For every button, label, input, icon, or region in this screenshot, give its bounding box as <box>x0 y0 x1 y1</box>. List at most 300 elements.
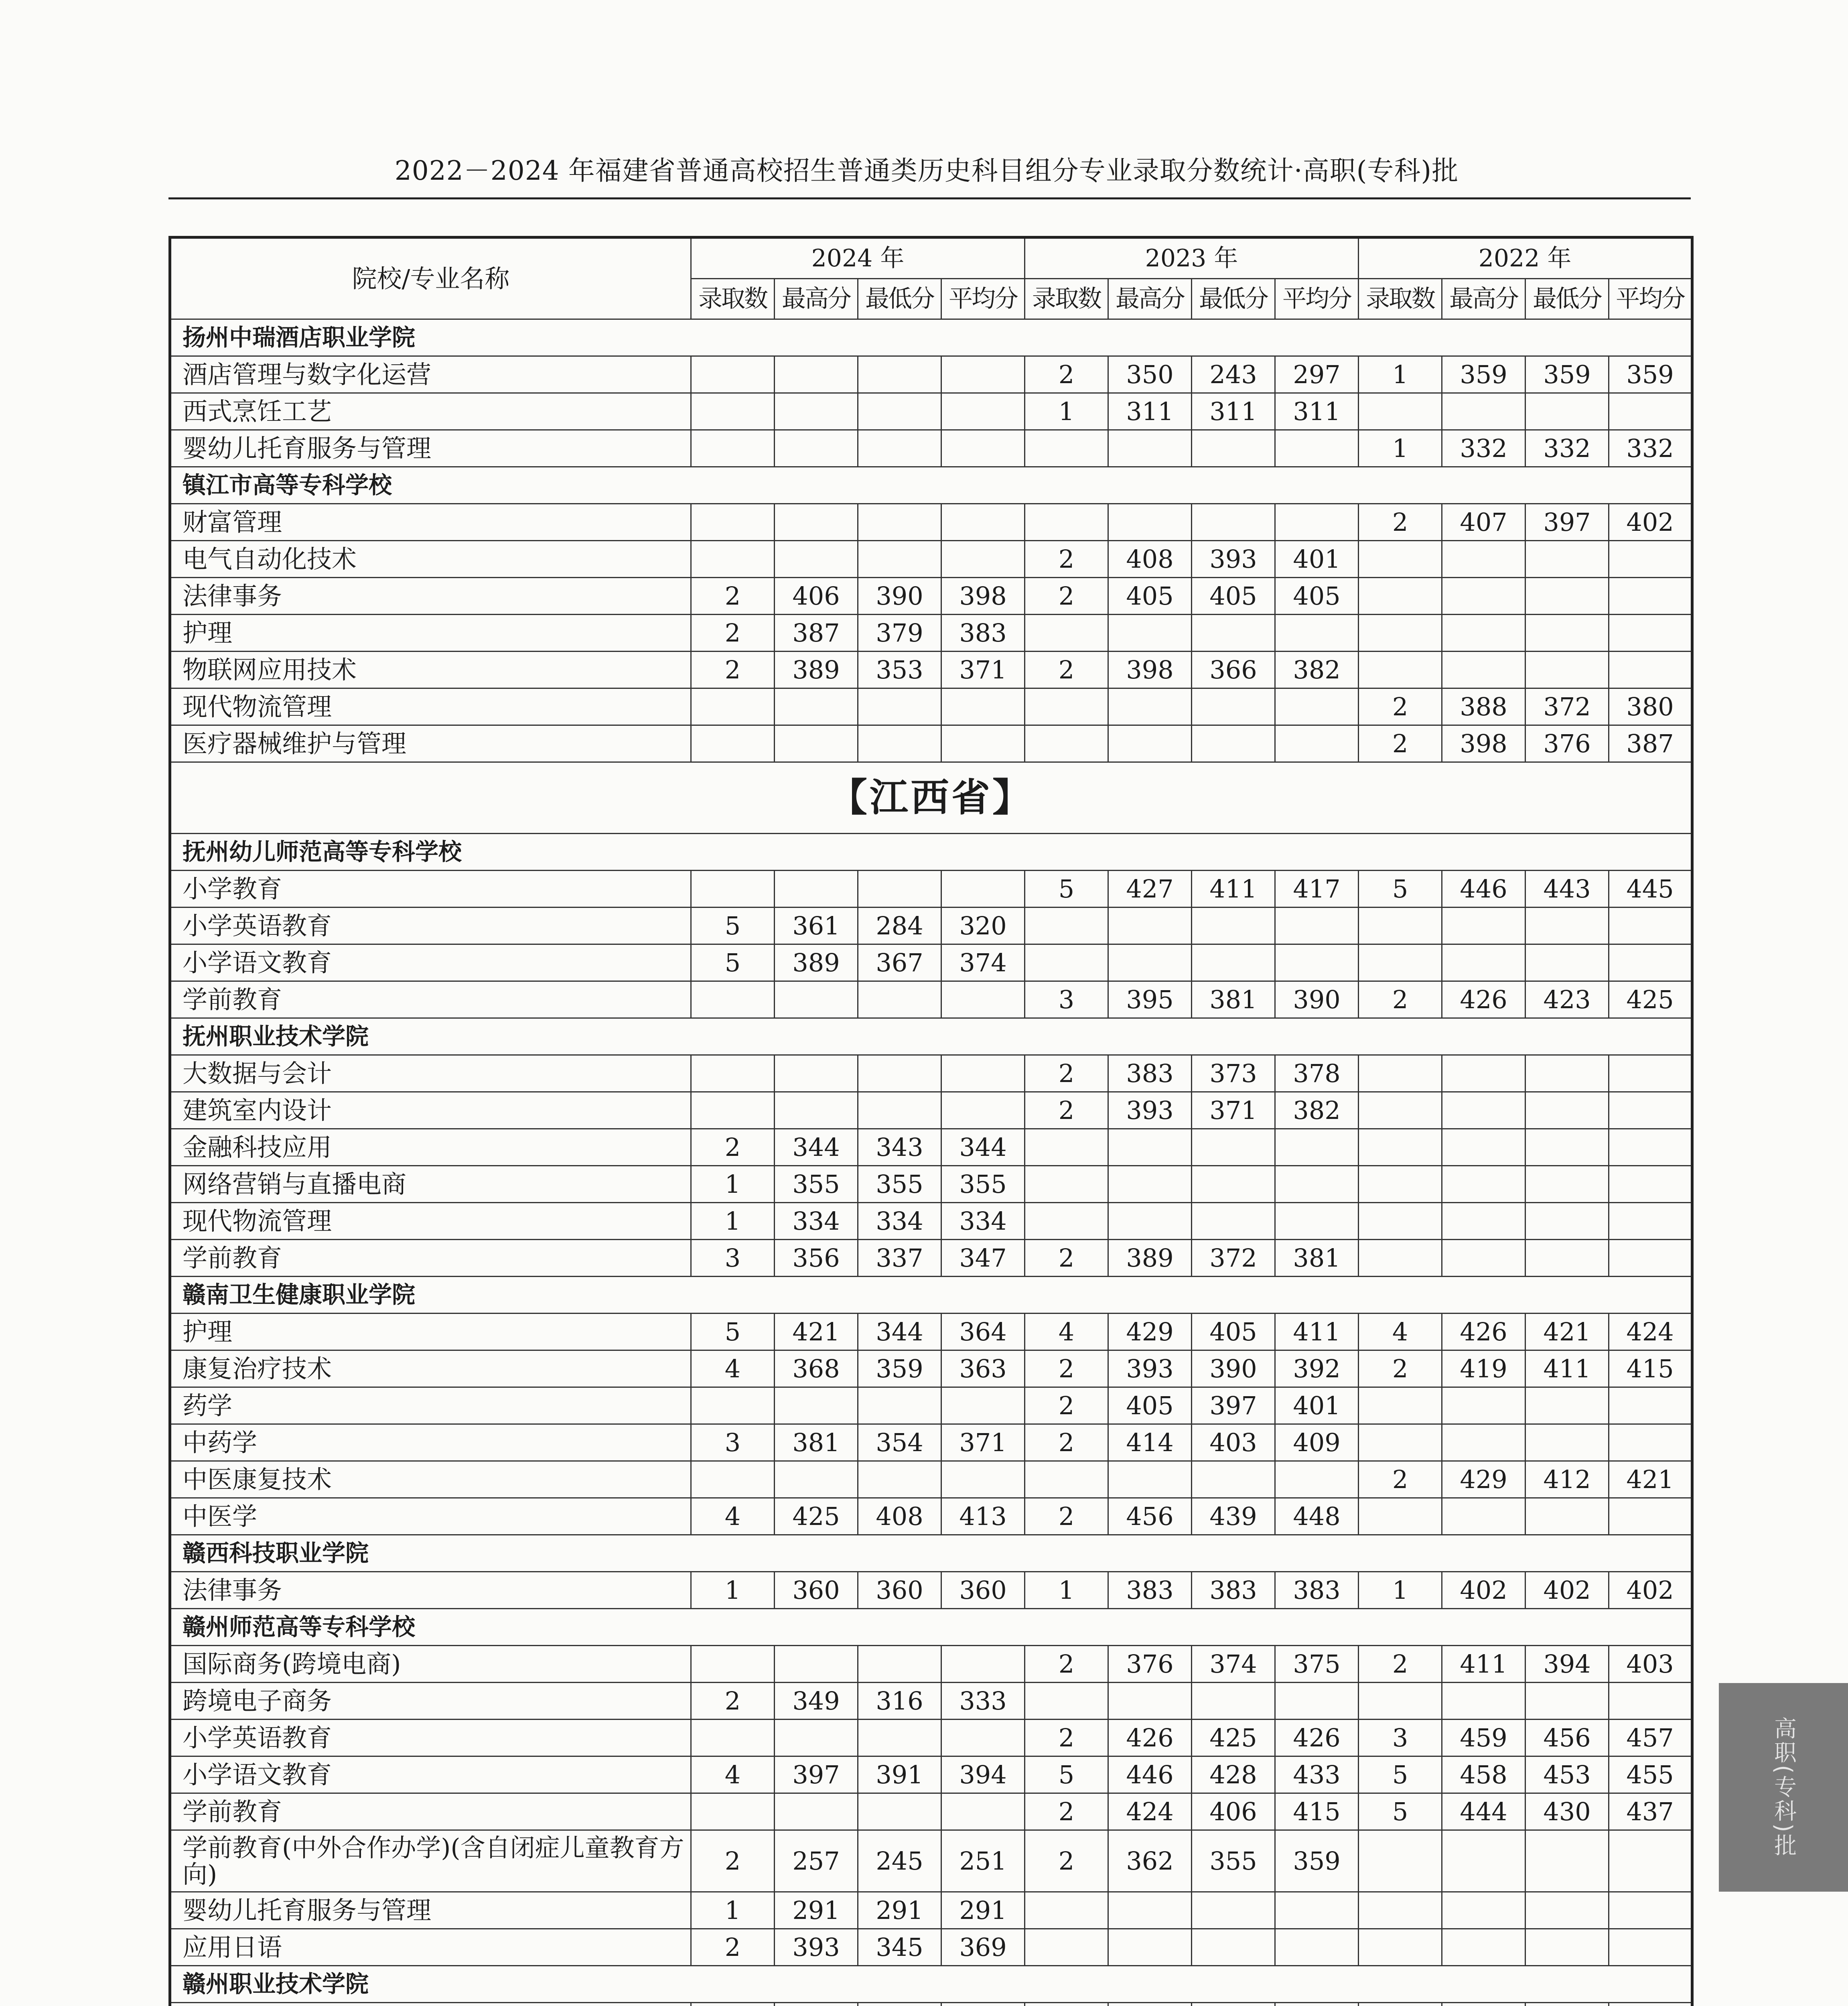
score-cell <box>1442 1424 1525 1461</box>
score-cell: 415 <box>1609 1350 1692 1387</box>
score-cell: 4 <box>691 1756 775 1793</box>
table-row <box>170 652 1692 688</box>
score-cell <box>1525 652 1609 688</box>
score-cell: 378 <box>1275 1055 1359 1092</box>
score-cell: 332 <box>1525 430 1609 467</box>
score-cell: 354 <box>858 1424 941 1461</box>
score-cell: 366 <box>1192 652 1275 688</box>
major-name: 物联网应用技术 <box>170 652 691 688</box>
score-cell: 409 <box>1275 1424 1359 1461</box>
score-cell <box>1192 944 1275 981</box>
major-name: 学前教育 <box>170 1793 691 1830</box>
score-cell <box>775 1646 858 1683</box>
score-cell <box>1192 1683 1275 1720</box>
subcolumn-header: 录取数 <box>1359 279 1442 319</box>
score-cell: 401 <box>1275 1387 1359 1424</box>
score-cell <box>775 688 858 725</box>
score-cell: 394 <box>941 1756 1025 1793</box>
score-cell <box>1359 1166 1442 1203</box>
major-name <box>170 2003 691 2006</box>
score-cell: 393 <box>1108 1092 1192 1129</box>
major-name: 金融科技应用 <box>170 1129 691 1166</box>
table-row <box>170 1756 1692 1793</box>
school-name: 抚州幼儿师范高等专科学校 <box>170 834 1692 871</box>
score-cell <box>1359 1387 1442 1424</box>
major-name: 应用日语 <box>170 1929 691 1966</box>
score-cell <box>1442 652 1525 688</box>
score-cell <box>1275 908 1359 944</box>
score-cell: 4 <box>691 1350 775 1387</box>
score-cell: 398 <box>1108 652 1192 688</box>
table-body <box>170 319 1692 2006</box>
school-name: 抚州职业技术学院 <box>170 1018 1692 1055</box>
score-cell: 411 <box>1275 1314 1359 1350</box>
score-cell: 398 <box>1442 725 1525 762</box>
score-cell <box>1275 615 1359 652</box>
major-name: 跨境电子商务 <box>170 1683 691 1720</box>
score-cell <box>941 2003 1025 2006</box>
province-heading: 【江西省】 <box>170 762 1692 834</box>
score-cell: 5 <box>1025 871 1108 908</box>
table-row <box>170 2003 1692 2006</box>
score-cell <box>941 504 1025 541</box>
table-row <box>170 1720 1692 1756</box>
score-cell: 392 <box>1275 1350 1359 1387</box>
score-cell <box>1359 1498 1442 1535</box>
table-row <box>170 615 1692 652</box>
score-cell: 2 <box>691 578 775 615</box>
score-cell <box>1192 1929 1275 1966</box>
score-cell <box>775 430 858 467</box>
score-cell: 2 <box>691 1683 775 1720</box>
score-cell: 394 <box>1525 1646 1609 1683</box>
score-cell: 381 <box>1275 1240 1359 1277</box>
score-cell: 2 <box>1025 1720 1108 1756</box>
score-cell <box>1442 1683 1525 1720</box>
score-cell: 257 <box>775 1830 858 1892</box>
score-cell: 355 <box>941 1166 1025 1203</box>
score-cell <box>1609 2003 1692 2006</box>
score-cell <box>941 1720 1025 1756</box>
score-cell <box>1442 541 1525 578</box>
score-cell <box>775 2003 858 2006</box>
score-cell: 429 <box>1108 1314 1192 1350</box>
score-cell <box>1442 944 1525 981</box>
score-cell: 3 <box>691 1424 775 1461</box>
subcolumn-header: 最高分 <box>1442 279 1525 319</box>
table-row <box>170 981 1692 1018</box>
score-cell: 355 <box>1192 1830 1275 1892</box>
score-cell: 426 <box>1275 1720 1359 1756</box>
score-cell: 383 <box>1108 1572 1192 1609</box>
school-name: 赣西科技职业学院 <box>170 1535 1692 1572</box>
score-cell: 427 <box>1108 871 1192 908</box>
header-divider <box>168 197 1691 199</box>
score-cell: 349 <box>775 1683 858 1720</box>
table-row <box>170 1314 1692 1350</box>
subcolumn-header: 最高分 <box>1108 279 1192 319</box>
major-name: 国际商务(跨境电商) <box>170 1646 691 1683</box>
score-cell <box>1025 504 1108 541</box>
score-cell <box>1025 1929 1108 1966</box>
score-cell: 381 <box>1192 981 1275 1018</box>
score-cell: 421 <box>1525 1314 1609 1350</box>
score-cell: 2 <box>1025 578 1108 615</box>
score-cell <box>1025 1129 1108 1166</box>
score-cell: 433 <box>1275 1756 1359 1793</box>
score-cell: 453 <box>1525 1756 1609 1793</box>
score-cell <box>858 2003 941 2006</box>
score-cell: 360 <box>858 1572 941 1609</box>
score-cell: 405 <box>1108 578 1192 615</box>
score-cell: 419 <box>1442 1350 1525 1387</box>
score-cell <box>1359 1055 1442 1092</box>
subcolumn-header: 最低分 <box>858 279 941 319</box>
score-cell <box>691 1646 775 1683</box>
table-row <box>170 578 1692 615</box>
table-row <box>170 1166 1692 1203</box>
score-cell: 402 <box>1442 1572 1525 1609</box>
score-cell <box>1525 1092 1609 1129</box>
major-name: 中医学 <box>170 1498 691 1535</box>
score-cell: 368 <box>775 1350 858 1387</box>
score-cell <box>941 356 1025 393</box>
score-cell: 2 <box>1359 981 1442 1018</box>
score-cell <box>1192 2003 1275 2006</box>
score-cell <box>1359 1092 1442 1129</box>
score-cell: 4 <box>1359 1314 1442 1350</box>
major-name: 小学英语教育 <box>170 1720 691 1756</box>
score-cell: 395 <box>1108 981 1192 1018</box>
subcolumn-header: 平均分 <box>941 279 1025 319</box>
score-cell <box>1359 393 1442 430</box>
score-cell: 2 <box>1025 541 1108 578</box>
score-cell <box>941 541 1025 578</box>
score-cell: 5 <box>1359 871 1442 908</box>
score-cell <box>1442 1166 1525 1203</box>
score-cell: 4 <box>691 1498 775 1535</box>
table-row <box>170 1387 1692 1424</box>
major-name: 小学语文教育 <box>170 1756 691 1793</box>
score-cell <box>1609 1387 1692 1424</box>
table-row <box>170 1892 1692 1929</box>
score-cell <box>1275 2003 1359 2006</box>
score-cell: 5 <box>1025 1756 1108 1793</box>
score-cell <box>1525 1055 1609 1092</box>
major-name: 护理 <box>170 615 691 652</box>
score-cell: 446 <box>1442 871 1525 908</box>
score-cell <box>1525 908 1609 944</box>
table-row <box>170 1929 1692 1966</box>
table-row <box>170 1240 1692 1277</box>
school-name: 赣州师范高等专科学校 <box>170 1609 1692 1646</box>
major-name: 婴幼儿托育服务与管理 <box>170 430 691 467</box>
score-cell <box>1442 1929 1525 1966</box>
major-name: 现代物流管理 <box>170 1203 691 1240</box>
score-cell: 2 <box>1025 652 1108 688</box>
score-cell <box>1442 908 1525 944</box>
score-cell: 397 <box>1525 504 1609 541</box>
score-cell: 382 <box>1275 1092 1359 1129</box>
major-name: 大数据与会计 <box>170 1055 691 1092</box>
score-cell: 411 <box>1525 1350 1609 1387</box>
score-cell: 2 <box>1025 1240 1108 1277</box>
score-cell <box>1442 578 1525 615</box>
score-cell <box>1108 1461 1192 1498</box>
score-cell <box>1525 1424 1609 1461</box>
score-cell: 3 <box>1025 981 1108 1018</box>
score-cell <box>1525 1830 1609 1892</box>
score-cell <box>1609 1929 1692 1966</box>
province-row <box>170 762 1692 834</box>
score-cell <box>1192 725 1275 762</box>
score-cell <box>1108 1683 1192 1720</box>
school-name: 赣州职业技术学院 <box>170 1966 1692 2003</box>
score-cell: 383 <box>1192 1572 1275 1609</box>
score-cell: 334 <box>858 1203 941 1240</box>
score-cell <box>1025 430 1108 467</box>
table-row <box>170 1572 1692 1609</box>
score-cell: 2 <box>691 615 775 652</box>
score-cell: 402 <box>1525 1572 1609 1609</box>
score-cell: 2 <box>1359 1350 1442 1387</box>
score-cell: 337 <box>858 1240 941 1277</box>
year-header-row <box>170 238 1692 279</box>
major-name: 小学语文教育 <box>170 944 691 981</box>
score-cell <box>858 1387 941 1424</box>
score-cell <box>1609 944 1692 981</box>
score-cell: 407 <box>1442 504 1525 541</box>
score-cell <box>691 430 775 467</box>
score-cell: 423 <box>1525 981 1609 1018</box>
score-cell: 445 <box>1609 871 1692 908</box>
score-cell <box>1108 688 1192 725</box>
score-cell: 426 <box>1108 1720 1192 1756</box>
score-cell: 2 <box>1025 1646 1108 1683</box>
school-row <box>170 1535 1692 1572</box>
subcolumn-header: 平均分 <box>1609 279 1692 319</box>
score-cell: 291 <box>775 1892 858 1929</box>
score-cell: 375 <box>1275 1646 1359 1683</box>
score-cell <box>1359 541 1442 578</box>
major-name: 法律事务 <box>170 578 691 615</box>
score-cell: 359 <box>1275 1830 1359 1892</box>
score-cell <box>1609 615 1692 652</box>
score-cell <box>691 981 775 1018</box>
score-cell <box>858 871 941 908</box>
score-cell: 411 <box>1192 871 1275 908</box>
score-cell: 455 <box>1609 1756 1692 1793</box>
score-cell: 5 <box>691 1314 775 1350</box>
score-cell <box>941 1646 1025 1683</box>
score-cell: 334 <box>775 1203 858 1240</box>
score-cell: 2 <box>1025 1830 1108 1892</box>
score-cell <box>1025 1461 1108 1498</box>
major-name: 医疗器械维护与管理 <box>170 725 691 762</box>
table-row <box>170 1092 1692 1129</box>
column-header-name: 院校/专业名称 <box>170 238 691 319</box>
score-cell: 408 <box>1108 541 1192 578</box>
score-cell: 421 <box>1609 1461 1692 1498</box>
admission-score-table <box>168 236 1694 2006</box>
table-row <box>170 393 1692 430</box>
score-cell: 1 <box>691 1203 775 1240</box>
score-cell <box>1609 1240 1692 1277</box>
score-cell <box>1442 1092 1525 1129</box>
score-cell: 405 <box>1192 578 1275 615</box>
score-cell <box>1108 1929 1192 1966</box>
table-row <box>170 871 1692 908</box>
score-cell: 372 <box>1525 688 1609 725</box>
score-cell: 421 <box>775 1314 858 1350</box>
score-cell: 390 <box>1192 1350 1275 1387</box>
school-name: 赣南卫生健康职业学院 <box>170 1277 1692 1314</box>
score-cell: 347 <box>941 1240 1025 1277</box>
school-row <box>170 1966 1692 2003</box>
major-name: 电气自动化技术 <box>170 541 691 578</box>
score-cell <box>775 981 858 1018</box>
score-cell: 320 <box>941 908 1025 944</box>
score-cell <box>691 1793 775 1830</box>
school-row <box>170 1609 1692 1646</box>
score-cell: 372 <box>1192 1240 1275 1277</box>
table-row <box>170 688 1692 725</box>
side-tab-label: 高职(专科)批 <box>1771 1717 1797 1858</box>
score-cell <box>1108 1203 1192 1240</box>
score-cell <box>1525 1129 1609 1166</box>
table-row <box>170 504 1692 541</box>
school-row <box>170 319 1692 356</box>
table-row <box>170 1424 1692 1461</box>
score-cell: 380 <box>1609 688 1692 725</box>
score-cell: 363 <box>941 1350 1025 1387</box>
table-row <box>170 430 1692 467</box>
table-header <box>170 238 1692 319</box>
score-cell: 2 <box>1359 504 1442 541</box>
score-cell: 374 <box>1192 1646 1275 1683</box>
score-cell <box>941 1055 1025 1092</box>
score-cell: 403 <box>1192 1424 1275 1461</box>
score-cell: 405 <box>1275 578 1359 615</box>
major-name: 学前教育 <box>170 981 691 1018</box>
score-cell: 393 <box>1192 541 1275 578</box>
school-name: 镇江市高等专科学校 <box>170 467 1692 504</box>
score-cell <box>858 981 941 1018</box>
score-cell <box>1275 1129 1359 1166</box>
score-cell: 381 <box>775 1424 858 1461</box>
score-cell: 5 <box>691 944 775 981</box>
score-cell <box>1275 1892 1359 1929</box>
table-row <box>170 1793 1692 1830</box>
score-cell: 291 <box>941 1892 1025 1929</box>
score-cell <box>1609 1203 1692 1240</box>
score-cell: 5 <box>1359 1793 1442 1830</box>
score-cell <box>775 725 858 762</box>
score-cell <box>1275 1461 1359 1498</box>
score-cell <box>858 1646 941 1683</box>
score-cell: 1 <box>1025 1572 1108 1609</box>
major-name: 建筑室内设计 <box>170 1092 691 1129</box>
major-name: 学前教育 <box>170 1240 691 1277</box>
score-cell: 1 <box>691 1572 775 1609</box>
score-cell <box>1442 1203 1525 1240</box>
score-cell: 356 <box>775 1240 858 1277</box>
score-cell <box>1275 1203 1359 1240</box>
score-cell: 334 <box>941 1203 1025 1240</box>
table-row <box>170 725 1692 762</box>
score-cell <box>1525 1387 1609 1424</box>
school-row <box>170 467 1692 504</box>
score-cell <box>1359 1683 1442 1720</box>
score-cell <box>1275 430 1359 467</box>
score-cell <box>1442 2003 1525 2006</box>
score-cell <box>1442 1892 1525 1929</box>
score-cell: 369 <box>941 1929 1025 1966</box>
score-cell: 2 <box>1025 1387 1108 1424</box>
score-cell <box>1025 1683 1108 1720</box>
score-cell <box>775 1720 858 1756</box>
score-cell: 371 <box>941 1424 1025 1461</box>
score-cell: 2 <box>1025 1498 1108 1535</box>
score-cell: 402 <box>1609 1572 1692 1609</box>
score-cell <box>1609 1166 1692 1203</box>
score-cell <box>1025 1892 1108 1929</box>
page-header-title: 2022－2024 年福建省普通高校招生普通类历史科目组分专业录取分数统计·高职(专科)批 <box>394 155 1459 186</box>
score-cell: 360 <box>775 1572 858 1609</box>
score-cell <box>691 504 775 541</box>
score-cell: 361 <box>775 908 858 944</box>
major-name: 康复治疗技术 <box>170 1350 691 1387</box>
score-cell: 4 <box>1025 1314 1108 1350</box>
score-cell: 332 <box>1442 430 1525 467</box>
score-cell: 367 <box>858 944 941 981</box>
year-header-2024: 2024 年 <box>691 238 1025 279</box>
score-cell: 425 <box>1192 1720 1275 1756</box>
score-cell: 459 <box>1442 1720 1525 1756</box>
score-cell: 390 <box>858 578 941 615</box>
table-row <box>170 908 1692 944</box>
score-cell: 424 <box>1108 1793 1192 1830</box>
subcolumn-header: 最低分 <box>1192 279 1275 319</box>
score-cell <box>1192 688 1275 725</box>
score-cell <box>1442 393 1525 430</box>
score-cell <box>1275 1929 1359 1966</box>
score-cell <box>1108 504 1192 541</box>
school-row <box>170 1277 1692 1314</box>
score-cell <box>1359 1929 1442 1966</box>
score-cell <box>1525 1203 1609 1240</box>
table-row <box>170 1646 1692 1683</box>
score-cell: 446 <box>1108 1756 1192 1793</box>
score-cell: 345 <box>858 1929 941 1966</box>
score-cell <box>1525 944 1609 981</box>
score-cell: 457 <box>1609 1720 1692 1756</box>
score-cell <box>1108 725 1192 762</box>
score-cell <box>1108 430 1192 467</box>
score-cell: 1 <box>1025 393 1108 430</box>
score-cell <box>858 430 941 467</box>
score-cell: 1 <box>1359 1572 1442 1609</box>
score-cell <box>691 1461 775 1498</box>
score-cell: 389 <box>775 944 858 981</box>
score-cell <box>858 725 941 762</box>
score-cell: 360 <box>941 1572 1025 1609</box>
score-cell: 374 <box>941 944 1025 981</box>
score-cell <box>1442 1498 1525 1535</box>
score-cell <box>1442 1055 1525 1092</box>
score-cell: 405 <box>1192 1314 1275 1350</box>
score-cell: 2 <box>1359 688 1442 725</box>
